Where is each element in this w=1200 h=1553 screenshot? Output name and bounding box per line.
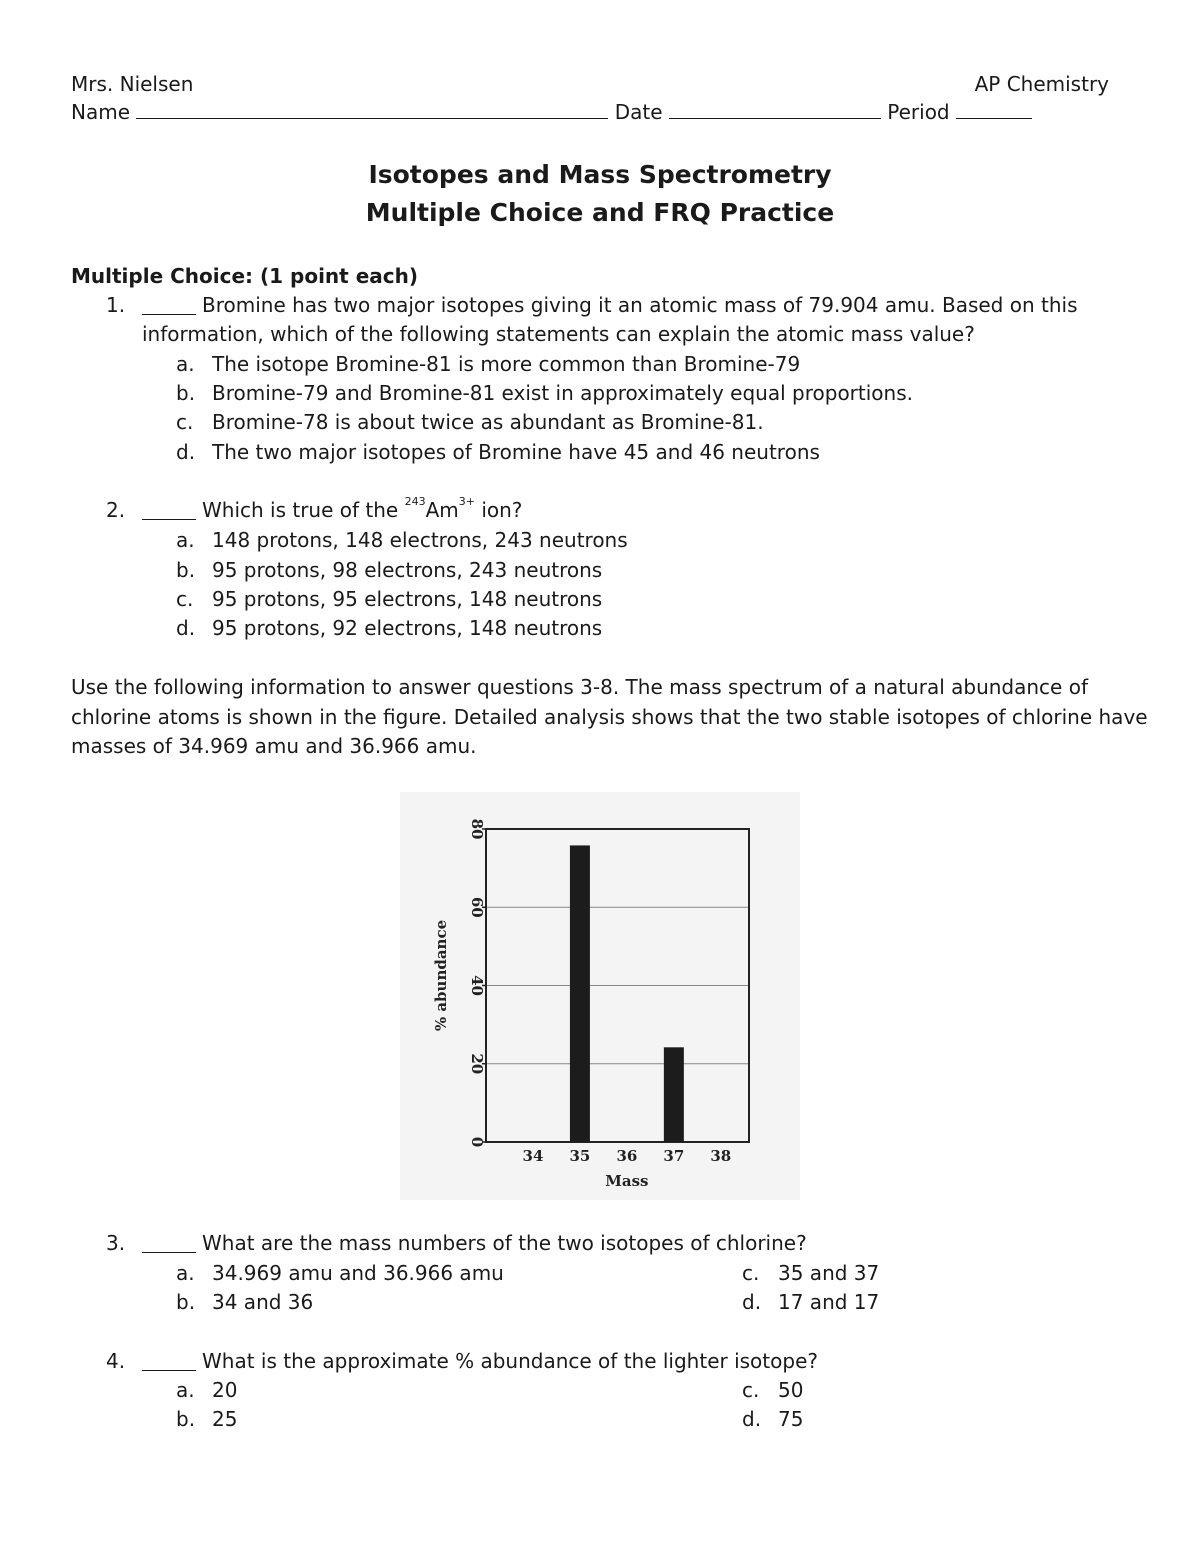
page-subtitle: Multiple Choice and FRQ Practice — [365, 198, 835, 227]
x-tick-label-36: 36 — [616, 1147, 638, 1165]
q1-answer-blank[interactable] — [142, 296, 196, 315]
q3-text: What are the mass numbers of the two isotopes of chlorine? — [202, 1231, 807, 1255]
y-tick-label-20: 20 — [468, 1053, 486, 1075]
q1-number: 1. — [106, 293, 126, 317]
mass-spectrum-chart — [400, 792, 800, 1200]
q2-option-d: d. 95 protons, 92 electrons, 148 neutrons — [176, 616, 603, 640]
name-field[interactable] — [136, 100, 608, 119]
q4-answer-blank[interactable] — [142, 1352, 196, 1371]
q3-option-a: a. 34.969 amu and 36.966 amu — [176, 1261, 504, 1285]
q2-answer-blank[interactable] — [142, 501, 196, 520]
x-axis-label: Mass — [605, 1172, 649, 1190]
q1-text-line2: information, which of the following statements can explain the atomic mass value? — [142, 322, 975, 346]
q4-option-a: a. 20 — [176, 1378, 238, 1402]
name-date-period-line — [71, 100, 1032, 124]
x-tick-label-35: 35 — [569, 1147, 591, 1165]
x-tick-label-38: 38 — [710, 1147, 732, 1165]
q3-option-d: d. 17 and 17 — [742, 1290, 880, 1314]
q2-charge: 3+ — [458, 495, 475, 508]
mass-spectrum-svg — [400, 792, 800, 1200]
x-tick-label-34: 34 — [522, 1147, 544, 1165]
q4-option-c: c. 50 — [742, 1378, 804, 1402]
info-line3: masses of 34.969 amu and 36.966 amu. — [71, 734, 477, 758]
period-field[interactable] — [956, 100, 1032, 119]
q2-option-a: a. 148 protons, 148 electrons, 243 neutrons — [176, 528, 628, 552]
bar-mass-37 — [664, 1047, 684, 1142]
q2-text: Which is true of the $^{243}Am^{3+}$ ion? — [202, 495, 523, 522]
x-tick-label-37: 37 — [663, 1147, 685, 1165]
date-label: Date — [614, 100, 663, 124]
q2-option-b: b. 95 protons, 98 electrons, 243 neutrons — [176, 558, 603, 582]
bar-mass-35 — [570, 845, 590, 1142]
y-tick-label-40: 40 — [468, 975, 486, 996]
period-label: Period — [887, 100, 950, 124]
q2-option-c: c. 95 protons, 95 electrons, 148 neutrons — [176, 587, 603, 611]
q4-option-d: d. 75 — [742, 1407, 804, 1431]
q4-text: What is the approximate % abundance of the lighter isotope? — [202, 1349, 818, 1373]
y-axis-label: % abundance — [432, 919, 450, 1032]
q1-option-b: b. Bromine-79 and Bromine-81 exist in approximately equal proportions. — [176, 381, 913, 405]
q2-mass-number: 243 — [404, 495, 426, 508]
teacher-name: Mrs. Nielsen — [71, 72, 194, 96]
q3-answer-blank[interactable] — [142, 1234, 196, 1253]
q1-option-d: d. The two major isotopes of Bromine have 45 and 46 neutrons — [176, 440, 820, 464]
q1-text-line1: Bromine has two major isotopes giving it an atomic mass of 79.904 amu. Based on this — [202, 293, 1078, 317]
q2-number: 2. — [106, 498, 126, 522]
info-line2: chlorine atoms is shown in the figure. Detailed analysis shows that the two stable isotopes of chlorine have — [71, 705, 1148, 729]
q1-option-a: a. The isotope Bromine-81 is more common than Bromine-79 — [176, 352, 801, 376]
page-title: Isotopes and Mass Spectrometry — [368, 160, 832, 189]
q3-option-c: c. 35 and 37 — [742, 1261, 880, 1285]
course-name: AP Chemistry — [974, 72, 1109, 96]
name-label: Name — [71, 100, 131, 124]
q3-number: 3. — [106, 1231, 126, 1255]
y-tick-label-0: 0 — [468, 1136, 486, 1148]
section-heading: Multiple Choice: (1 point each) — [71, 264, 418, 288]
y-tick-label-80: 80 — [468, 818, 486, 840]
q1-option-c: c. Bromine-78 is about twice as abundant as Bromine-81. — [176, 410, 764, 434]
q3-option-b: b. 34 and 36 — [176, 1290, 314, 1314]
q4-number: 4. — [106, 1349, 126, 1373]
info-line1: Use the following information to answer questions 3-8. The mass spectrum of a natural abundance of — [71, 675, 1088, 699]
q4-option-b: b. 25 — [176, 1407, 238, 1431]
date-field[interactable] — [669, 100, 881, 119]
y-tick-label-60: 60 — [468, 896, 486, 918]
